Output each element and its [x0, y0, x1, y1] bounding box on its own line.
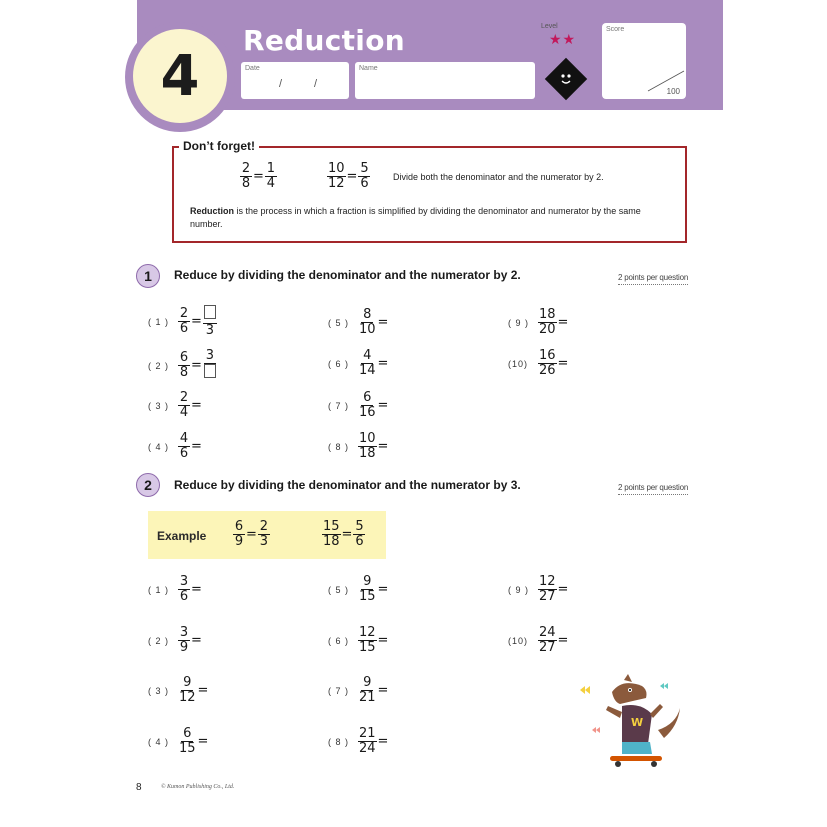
- score-total: 100: [666, 87, 680, 96]
- copyright: © Kumon Publishing Co., Ltd.: [161, 784, 235, 790]
- section-1-points: 2 points per question: [618, 273, 688, 285]
- section-1-title: Reduce by dividing the denominator and the numerator by 2.: [174, 268, 521, 282]
- date-separator: /: [279, 78, 283, 90]
- section-1-number: 1: [136, 264, 160, 288]
- score-label: Score: [606, 26, 625, 33]
- date-separator: /: [314, 78, 318, 90]
- page-number: 8: [136, 782, 142, 793]
- date-label: Date: [245, 65, 260, 72]
- dont-forget-definition: Reduction is the process in which a fraction is simplified by dividing the denominator and numerator by the same number.: [190, 206, 641, 229]
- mascot-face-icon: [558, 70, 574, 88]
- name-label: Name: [359, 65, 378, 72]
- wolf-skateboard-illustration-icon: [572, 672, 688, 768]
- dont-forget-note: Divide both the denominator and the numerator by 2.: [393, 172, 604, 182]
- svg-text:W: W: [631, 716, 644, 729]
- question-2-10[interactable]: (10) $\frac{24}{27}$ =: [508, 625, 569, 655]
- question-2-6[interactable]: ( 6 ) $\frac{12}{15}$ =: [328, 625, 389, 655]
- lesson-number: 4: [133, 29, 227, 123]
- example-fraction-1: $\frac{6}{9}$ = $\frac{2}{3}$: [234, 519, 269, 549]
- question-1-6[interactable]: ( 6 ) $\frac{4}{14}$ =: [328, 348, 389, 378]
- score-box[interactable]: [602, 23, 686, 99]
- question-1-10[interactable]: (10) $\frac{16}{26}$ =: [508, 348, 569, 378]
- answer-box[interactable]: [204, 364, 216, 378]
- question-1-1: ( 1 ) $\frac{2}{6}$ = 3: [148, 305, 217, 338]
- answer-box[interactable]: [204, 305, 216, 319]
- dont-forget-title: Don’t forget!: [179, 139, 259, 153]
- section-2-points: 2 points per question: [618, 483, 688, 495]
- question-2-1[interactable]: ( 1 ) $\frac{3}{6}$ =: [148, 574, 202, 604]
- dont-forget-example-1: $\frac{2}{8}$ = $\frac{1}{4}$: [241, 161, 276, 191]
- question-1-4[interactable]: ( 4 ) $\frac{4}{6}$ =: [148, 431, 202, 461]
- date-field[interactable]: [241, 62, 349, 99]
- question-1-9[interactable]: ( 9 ) $\frac{18}{20}$ =: [508, 307, 569, 337]
- question-2-9[interactable]: ( 9 ) $\frac{12}{27}$ =: [508, 574, 569, 604]
- question-2-8[interactable]: ( 8 ) $\frac{21}{24}$ =: [328, 726, 389, 756]
- example-label: Example: [157, 529, 207, 543]
- question-1-3[interactable]: ( 3 ) $\frac{2}{4}$ =: [148, 390, 202, 420]
- page-title: Reduction: [243, 24, 405, 57]
- question-2-5[interactable]: ( 5 ) $\frac{9}{15}$ =: [328, 574, 389, 604]
- question-1-2: ( 2 ) $\frac{6}{8}$ = 3: [148, 348, 215, 380]
- question-1-5[interactable]: ( 5 ) $\frac{8}{10}$ =: [328, 307, 389, 337]
- question-2-2[interactable]: ( 2 ) $\frac{3}{9}$ =: [148, 625, 202, 655]
- section-2-title: Reduce by dividing the denominator and the numerator by 3.: [174, 478, 521, 492]
- question-1-8[interactable]: ( 8 ) $\frac{10}{18}$ =: [328, 431, 389, 461]
- question-2-7[interactable]: ( 7 ) $\frac{9}{21}$ =: [328, 675, 389, 705]
- name-field[interactable]: [355, 62, 535, 99]
- question-2-3[interactable]: ( 3 ) $\frac{9}{12}$ =: [148, 675, 209, 705]
- question-1-7[interactable]: ( 7 ) $\frac{6}{16}$ =: [328, 390, 389, 420]
- question-2-4[interactable]: ( 4 ) $\frac{6}{15}$ =: [148, 726, 209, 756]
- dont-forget-example-2: $\frac{10}{12}$ = $\frac{5}{6}$: [328, 161, 369, 191]
- level-stars-icon: ★★: [549, 31, 577, 47]
- level-label: Level: [541, 23, 558, 30]
- section-2-number: 2: [136, 473, 160, 497]
- example-fraction-2: $\frac{15}{18}$ = $\frac{5}{6}$: [323, 519, 364, 549]
